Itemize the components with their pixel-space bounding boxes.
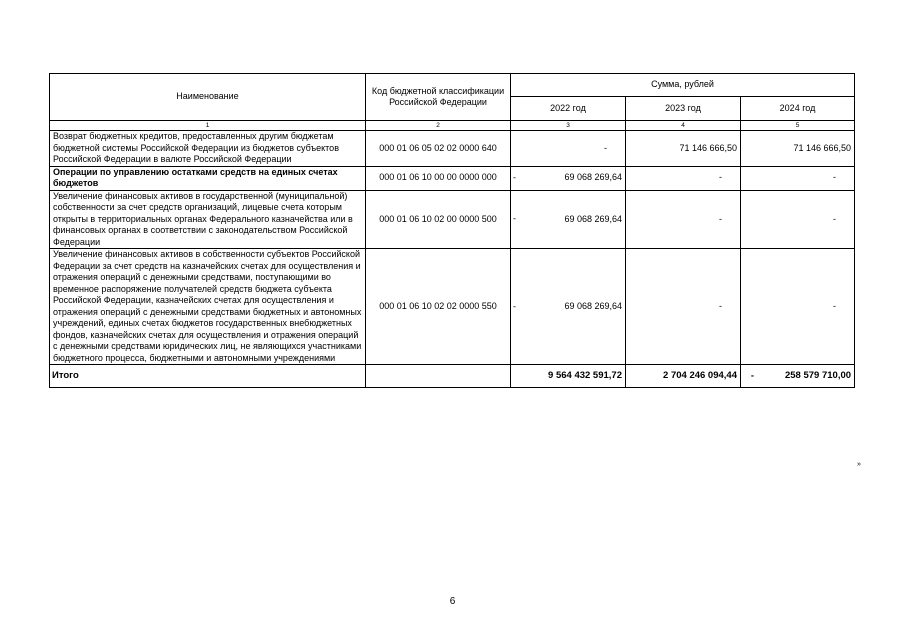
row-value-2022 [511,131,626,167]
row-name: Операции по управлению остатками средств на единых счетах бюджетов [50,166,366,190]
row-name: Увеличение финансовых активов в собственности субъектов Российской Федерации за счет средств на казначейских счетах для осуществления и отражения операций с денежными средствами, поступающими во временное распоряжение получателей средств бюджета субъекта Российской Федерации, казначейских счетах для осуществления и отражения операций с денежными средствами бюджетных и автономных учреждений, единых счетах бюджетов государственных внебюджетных фондов, казначейских счетах для осуществления и отражения операций с денежными средствами юридических лиц, не являющихся участниками бюджетного процесса, бюджетными и автономными учреждениями [50,249,366,365]
total-value-2024 [741,365,855,388]
row-code: 000 01 06 10 00 00 0000 000 [366,166,511,190]
row-value-2022 [511,166,626,190]
row-name: Возврат бюджетных кредитов, предоставленных другим бюджетам бюджетной системы Российской Федерации из бюджетов субъектов Российской Федерации в валюте Российской Федерации [50,131,366,167]
header-sum: Сумма, рублей [511,74,855,97]
column-number: 1 [50,121,366,131]
row-value-2024: - [741,190,855,249]
total-label: Итого [50,365,366,388]
total-value-2023: 2 704 246 094,44 [626,365,741,388]
column-number: 5 [741,121,855,131]
value-2022: - [604,142,607,153]
row-value-2023: - [626,190,741,249]
column-number: 2 [366,121,511,131]
value-2024: 258 579 710,00 [784,370,852,382]
lead-dash: - [750,370,755,382]
total-code [366,365,511,388]
column-number: 3 [511,121,626,131]
row-name: Увеличение финансовых активов в государственной (муниципальной) собственности за счет средств организаций, лицевые счета которым открыты в территориальных органах Федерального казначейства или в финансовых органах в соответствии с законодательством Российской Федерации [50,190,366,249]
column-number: 4 [626,121,741,131]
row-value-2023: - [626,249,741,365]
row-code: 000 01 06 05 02 02 0000 640 [366,131,511,167]
row-value-2023: 71 146 666,50 [626,131,741,167]
lead-dash: - [513,172,516,183]
row-value-2022 [511,190,626,249]
page-number: 6 [449,596,456,607]
row-value-2024: - [741,166,855,190]
table-row [50,131,855,167]
total-value-2022: 9 564 432 591,72 [511,365,626,388]
table-row [50,166,855,190]
budget-sources-table [49,73,855,388]
header-year-2023: 2023 год [626,97,741,121]
closing-quote-mark: » [857,461,861,468]
header-year-2022: 2022 год [511,97,626,121]
row-value-2022 [511,249,626,365]
row-code: 000 01 06 10 02 00 0000 500 [366,190,511,249]
row-value-2024: 71 146 666,50 [741,131,855,167]
header-code: Код бюджетной классификации Российской Федерации [366,74,511,121]
lead-dash: - [513,300,516,311]
total-row [50,365,855,388]
row-code: 000 01 06 10 02 02 0000 550 [366,249,511,365]
table-row [50,190,855,249]
header-year-2024: 2024 год [741,97,855,121]
value-2022: 69 068 269,64 [564,172,622,183]
header-name: Наименование [50,74,366,121]
row-value-2024: - [741,249,855,365]
value-2022: 69 068 269,64 [564,300,622,311]
lead-dash: - [513,213,516,224]
value-2022: 69 068 269,64 [564,213,622,224]
table-row [50,249,855,365]
row-value-2023: - [626,166,741,190]
